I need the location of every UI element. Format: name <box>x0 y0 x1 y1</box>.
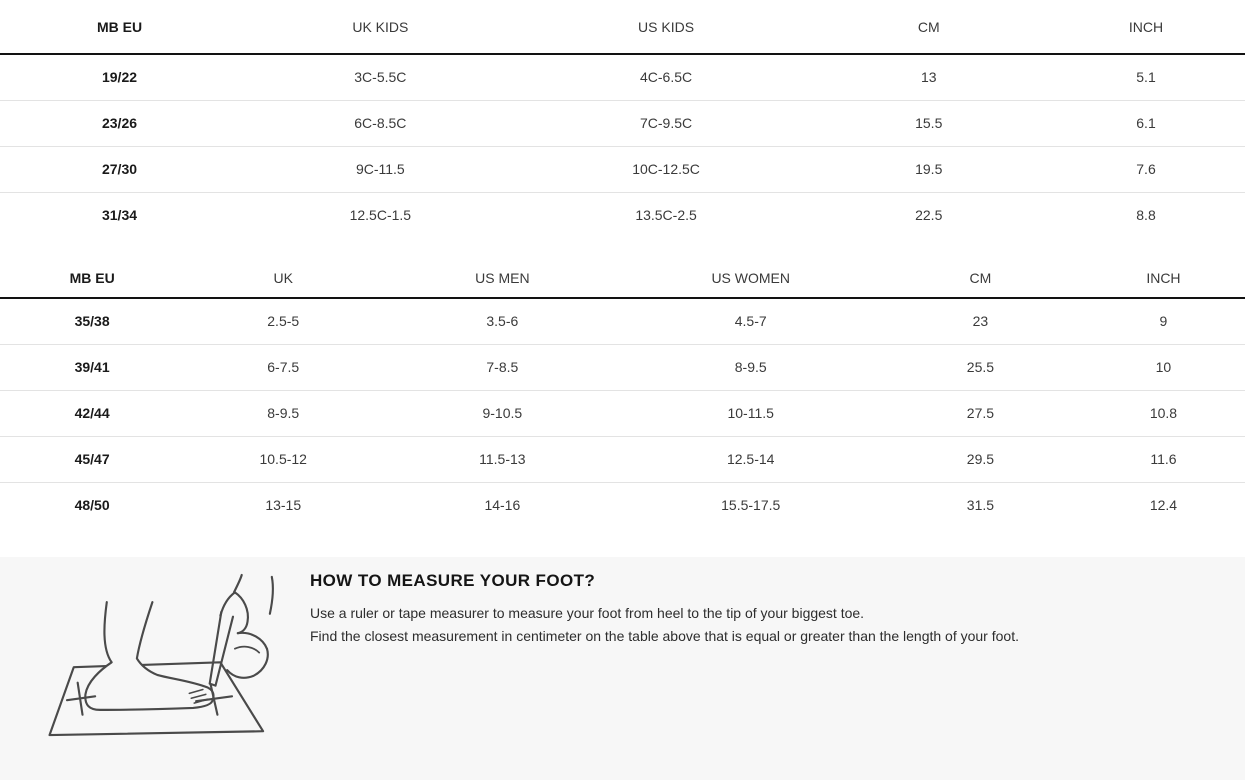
table-cell: 3.5-6 <box>486 313 519 330</box>
table-cell: 27.5 <box>879 390 1082 436</box>
table-cell: 7C-9.5C <box>522 100 811 146</box>
table-cell: 12.4 <box>1082 482 1245 528</box>
table-cell: 29.5 <box>879 436 1082 482</box>
column-header: UK KIDS <box>239 0 522 54</box>
adult-size-table <box>0 258 1245 528</box>
illustration-wrap <box>0 557 310 777</box>
table-row <box>0 344 1245 390</box>
table-cell: 25.5 <box>879 344 1082 390</box>
table-cell: 9-10.5 <box>382 390 622 436</box>
column-header: MB EU <box>0 0 239 54</box>
table-cell: 10.8 <box>1082 390 1245 436</box>
table-cell: 9 <box>1159 313 1168 330</box>
table-cell: 10-11.5 <box>622 390 878 436</box>
table-row <box>0 100 1245 146</box>
foot-measure-illustration <box>30 573 302 772</box>
table-cell: 15.5 <box>810 100 1047 146</box>
table-cell: 8-9.5 <box>622 344 878 390</box>
table-cell: 8.8 <box>1047 192 1245 238</box>
table-cell: 6C-8.5C <box>239 100 522 146</box>
table-cell: 4.5-7 <box>734 313 767 330</box>
table-row <box>0 390 1245 436</box>
table-cell: 31.5 <box>879 482 1082 528</box>
column-header: US WOMEN <box>622 258 878 298</box>
column-header: MB EU <box>0 258 184 298</box>
table-cell: 11.5-13 <box>382 436 622 482</box>
table-cell: 19.5 <box>810 146 1047 192</box>
table-cell: 10C-12.5C <box>522 146 811 192</box>
table-cell: 5.1 <box>1136 69 1156 86</box>
row-label: 42/44 <box>0 390 184 436</box>
row-label: 19/22 <box>101 69 138 86</box>
row-label: 27/30 <box>0 146 239 192</box>
row-label: 31/34 <box>0 192 239 238</box>
row-label: 23/26 <box>0 100 239 146</box>
table-cell: 8-9.5 <box>184 390 382 436</box>
table-row <box>0 146 1245 192</box>
column-header: US KIDS <box>522 0 811 54</box>
table-cell: 11.6 <box>1082 436 1245 482</box>
table-cell: 2.5-5 <box>267 313 300 330</box>
column-header: UK <box>184 258 382 298</box>
measure-instruction-line2: Find the closest measurement in centimeter on the table above that is equal or greater than the length of your foot. <box>310 628 1019 644</box>
row-label: 39/41 <box>0 344 184 390</box>
table-cell: 15.5-17.5 <box>622 482 878 528</box>
measure-instruction-line1: Use a ruler or tape measurer to measure your foot from heel to the tip of your biggest toe. <box>310 605 865 621</box>
row-label: 35/38 <box>74 313 110 330</box>
column-header: INCH <box>1082 258 1245 298</box>
table-cell: 10.5-12 <box>184 436 382 482</box>
table-cell: 13 <box>920 69 937 86</box>
how-to-measure-section <box>0 557 1245 780</box>
table-row <box>0 192 1245 238</box>
column-header: CM <box>879 258 1082 298</box>
row-label: 48/50 <box>0 482 184 528</box>
kids-header-row <box>0 0 1245 54</box>
table-row <box>0 482 1245 528</box>
table-cell: 6-7.5 <box>184 344 382 390</box>
measure-heading: HOW TO MEASURE YOUR FOOT? <box>310 571 596 590</box>
column-header: CM <box>810 0 1047 54</box>
table-cell: 10 <box>1082 344 1245 390</box>
kids-size-table <box>0 0 1245 238</box>
table-cell: 7.6 <box>1047 146 1245 192</box>
table-cell: 9C-11.5 <box>239 146 522 192</box>
table-cell: 7-8.5 <box>382 344 622 390</box>
table-cell: 6.1 <box>1047 100 1245 146</box>
table-cell: 23 <box>972 313 989 330</box>
table-cell: 12.5-14 <box>622 436 878 482</box>
measure-text-block <box>310 557 1049 648</box>
table-cell: 3C-5.5C <box>354 69 407 86</box>
table-row <box>0 54 1245 100</box>
table-row <box>0 298 1245 344</box>
row-label: 45/47 <box>0 436 184 482</box>
table-cell: 22.5 <box>810 192 1047 238</box>
table-row <box>0 436 1245 482</box>
table-cell: 12.5C-1.5 <box>239 192 522 238</box>
table-cell: 14-16 <box>382 482 622 528</box>
table-cell: 4C-6.5C <box>639 69 693 86</box>
adult-header-row <box>0 258 1245 298</box>
table-cell: 13-15 <box>184 482 382 528</box>
column-header: INCH <box>1047 0 1245 54</box>
table-cell: 13.5C-2.5 <box>522 192 811 238</box>
column-header: US MEN <box>382 258 622 298</box>
